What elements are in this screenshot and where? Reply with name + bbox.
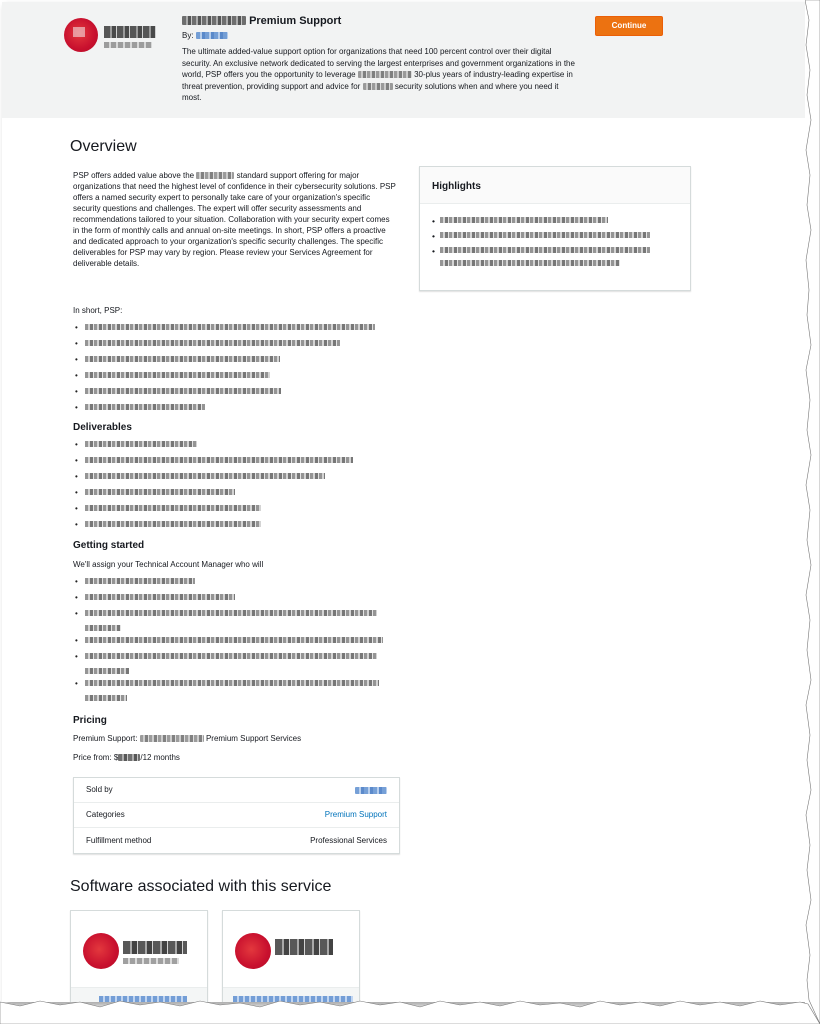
- deliverables-list: [75, 439, 353, 535]
- software-logo: [235, 929, 345, 973]
- overview-heading: Overview: [70, 138, 137, 155]
- redacted-vendor-name: [182, 16, 246, 25]
- list-item: [75, 354, 375, 370]
- vendor-logo: [64, 16, 164, 56]
- torn-edge-bottom: [0, 1000, 820, 1024]
- logo-tagline: [104, 42, 152, 48]
- list-item: [75, 370, 375, 386]
- logo-wordmark: [104, 26, 156, 38]
- getting-started-heading: Getting started: [73, 540, 145, 551]
- fulfillment-row: Fulfillment method Professional Services: [86, 835, 387, 845]
- logo-ball-icon: [235, 933, 271, 969]
- redacted-text: [196, 172, 234, 179]
- list-item: [75, 338, 375, 354]
- list-item: [75, 519, 353, 535]
- highlights-panel: [419, 166, 691, 291]
- price-line: Price from: $ /12 months: [73, 753, 180, 762]
- redacted-text: [363, 83, 393, 90]
- list-item: [432, 246, 690, 261]
- list-item: [432, 216, 690, 231]
- list-item: [75, 487, 353, 503]
- list-item: [75, 503, 353, 519]
- by-line: By:: [182, 30, 228, 41]
- list-item: [75, 651, 383, 678]
- list-item: [75, 635, 383, 651]
- vendor-link[interactable]: [196, 31, 228, 40]
- list-item: [75, 386, 375, 402]
- list-item: [75, 592, 383, 608]
- list-item: [75, 608, 383, 635]
- deliverables-heading: Deliverables: [73, 422, 132, 433]
- list-item: [75, 402, 375, 418]
- torn-edge-right: [805, 0, 820, 1024]
- seller-link[interactable]: [355, 787, 387, 794]
- list-item: [75, 576, 383, 592]
- list-item: [75, 471, 353, 487]
- category-link[interactable]: Premium Support: [324, 810, 387, 820]
- logo-ball-icon: [64, 18, 98, 52]
- list-item: [75, 439, 353, 455]
- overview-text: PSP offers added value above the standard support offering for major organizations that need the highest level of confidence in their cybersecurity solutions. PSP offers a named security expert to personally take care of your organization's specific security questions and challenges. The expert will offer security assessments and recommendations tailored to your situation. Collaboration with your security expert comes in the form of monthly calls and annual on-site meetings. In short, PSP offers a proactive and dedicated approach to your organization's specific security challenges. The specific deliverables for PSP may vary by region. Please review your Services Agreement for deliverable details.: [73, 171, 396, 268]
- continue-button[interactable]: Continue: [595, 16, 663, 36]
- list-item: [75, 678, 383, 705]
- logo-ball-icon: [83, 933, 119, 969]
- product-description: The ultimate added-value support option for organizations that need 100 percent control over their digital security. An exclusive network dedicated to serving the largest enterprises and government organizations in the world, PSP offers you the opportunity to leverage 30-plus years of industry-leading expertise in threat prevention, providing support and advice for security solutions when and where you need it most.: [182, 47, 575, 102]
- page: [2, 2, 807, 1002]
- product-header: [2, 2, 807, 118]
- psp-feature-list: [75, 322, 375, 418]
- highlights-list: [420, 204, 690, 261]
- list-item: [75, 322, 375, 338]
- pricing-heading: Pricing: [73, 715, 107, 726]
- software-logo: [83, 929, 193, 973]
- categories-row: Categories Premium Support: [74, 803, 399, 828]
- pricing-line: Premium Support: Premium Support Services: [73, 734, 302, 743]
- service-info-table: [73, 777, 400, 854]
- software-heading: Software associated with this service: [70, 878, 332, 895]
- product-title: Premium Support: [182, 14, 341, 29]
- in-short-label: In short, PSP:: [73, 306, 123, 315]
- software-card[interactable]: [222, 910, 360, 1002]
- list-item: [75, 455, 353, 471]
- getting-started-list: [75, 576, 383, 705]
- highlights-heading: Highlights: [420, 167, 690, 204]
- redacted-text: [358, 71, 412, 78]
- list-item: [432, 231, 690, 246]
- software-card[interactable]: [70, 910, 208, 1002]
- redacted-text: [140, 735, 204, 742]
- getting-started-intro: We'll assign your Technical Account Manager who will: [73, 560, 264, 569]
- sold-by-row: Sold by: [74, 778, 399, 803]
- redacted-price: [118, 754, 140, 761]
